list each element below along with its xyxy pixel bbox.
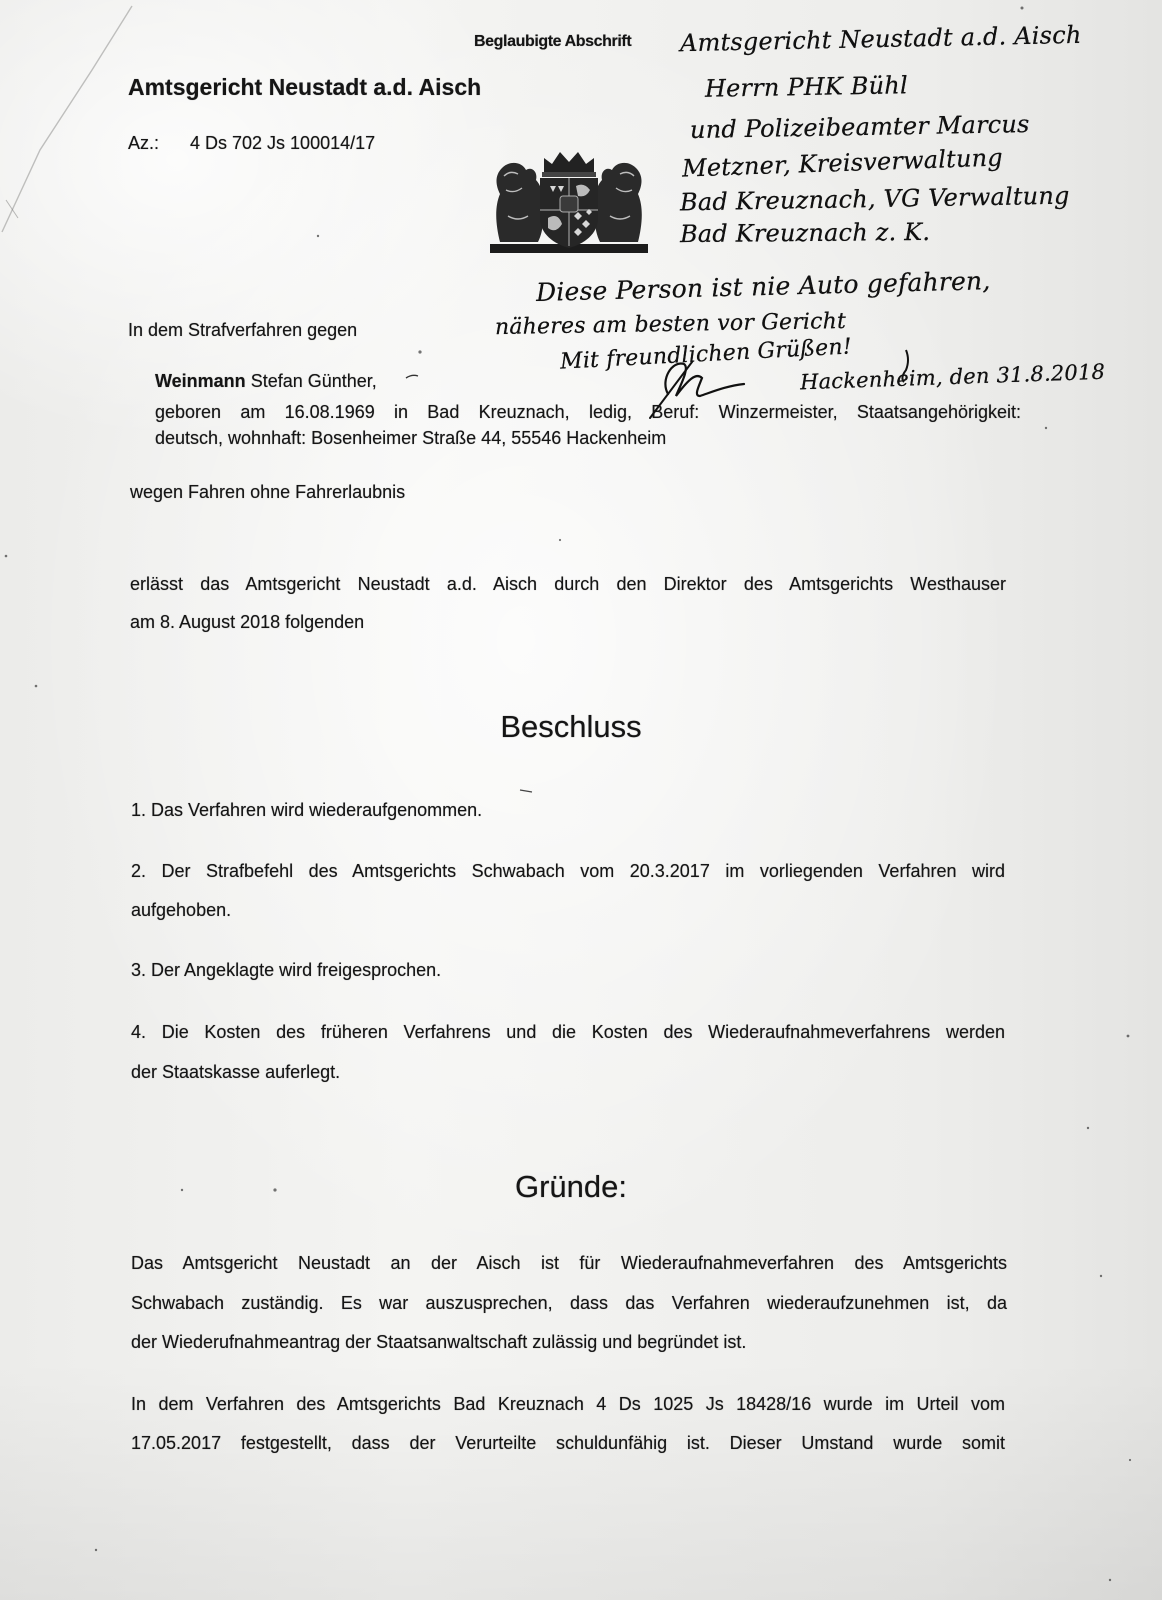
handwritten-addressee-line: Herrn PHK Bühl [704,71,909,103]
decision-item: 1. Das Verfahren wird wiederaufgenommen. [131,800,483,820]
decision-item-continuation: aufgehoben. [131,900,232,920]
case-ref: 4 Ds 702 Js 100014/17 [190,133,376,153]
handwritten-addressee-line: und Polizeibeamter Marcus [689,110,1030,144]
decision-heading: Beschluss [500,709,642,744]
handwritten-message-line: Diese Person ist nie Auto gefahren, [535,266,991,307]
decision-item: 2. Der Strafbefehl des Amtsgerichts Schwabach vom 20.3.2017 im vorliegenden Verfahren wird [131,861,1005,881]
case-ref-label: Az.: [128,133,160,153]
handwritten-place-date: Hackenheim, den 31.8.2018 [799,359,1106,395]
certification-label: Beglaubigte Abschrift [474,33,632,50]
handwritten-addressee-line: Metzner, Kreisverwaltung [681,143,1004,183]
issuer-line: erlässt das Amtsgericht Neustadt a.d. Aisch durch den Direktor des Amtsgerichts Westhauser [130,574,1006,594]
charge: wegen Fahren ohne Fahrerlaubnis [130,482,406,502]
issuer-line: am 8. August 2018 folgenden [130,612,365,632]
decision-item-continuation: der Staatskasse auferlegt. [131,1062,341,1082]
reasons-paragraph-line: 17.05.2017 festgestellt, dass der Verurteilte schuldunfähig ist. Dieser Umstand wurde somit [131,1433,1005,1453]
reasons-paragraph-line: der Wiederufnahmeantrag der Staatsanwaltschaft zulässig und begründet ist. [131,1332,747,1352]
reasons-heading: Gründe: [514,1169,627,1204]
handwritten-message-line: Mit freundlichen Grüßen! [559,334,853,375]
handwritten-addressee-line: Amtsgericht Neustadt a.d. Aisch [679,20,1082,58]
decision-item: 3. Der Angeklagte wird freigesprochen. [131,960,442,980]
handwritten-addressee-line: Bad Kreuznach z. K. [679,217,931,249]
coat-of-arms-icon [486,146,652,258]
defendant-details-line: deutsch, wohnhaft: Bosenheimer Straße 44, 55546 Hackenheim [155,428,667,448]
court-name: Amtsgericht Neustadt a.d. Aisch [128,74,482,100]
proceedings-intro: In dem Strafverfahren gegen [128,320,358,340]
defendant-details-line: geboren am 16.08.1969 in Bad Kreuznach, ledig, Beruf: Winzermeister, Staatsangehörigkeit: [155,402,1021,422]
reasons-paragraph-line: Schwabach zuständig. Es war auszusprechen, dass das Verfahren wiederaufzunehmen ist, da [131,1293,1007,1313]
handwritten-addressee-line: Bad Kreuznach, VG Verwaltung [679,181,1070,217]
defendant-name [155,370,377,392]
handwritten-message-line: näheres am besten vor Gericht [494,308,847,341]
defendant-surname: Weinmann [155,371,246,391]
decision-item: 4. Die Kosten des früheren Verfahrens und die Kosten des Wiederaufnahmeverfahrens werden [131,1022,1005,1042]
reasons-paragraph-line: Das Amtsgericht Neustadt an der Aisch ist für Wiederaufnahmeverfahren des Amtsgerichts [131,1253,1007,1273]
reasons-paragraph-line: In dem Verfahren des Amtsgerichts Bad Kreuznach 4 Ds 1025 Js 18428/16 wurde im Urteil vom [131,1394,1005,1414]
defendant-given-names: Stefan Günther, [250,371,377,391]
